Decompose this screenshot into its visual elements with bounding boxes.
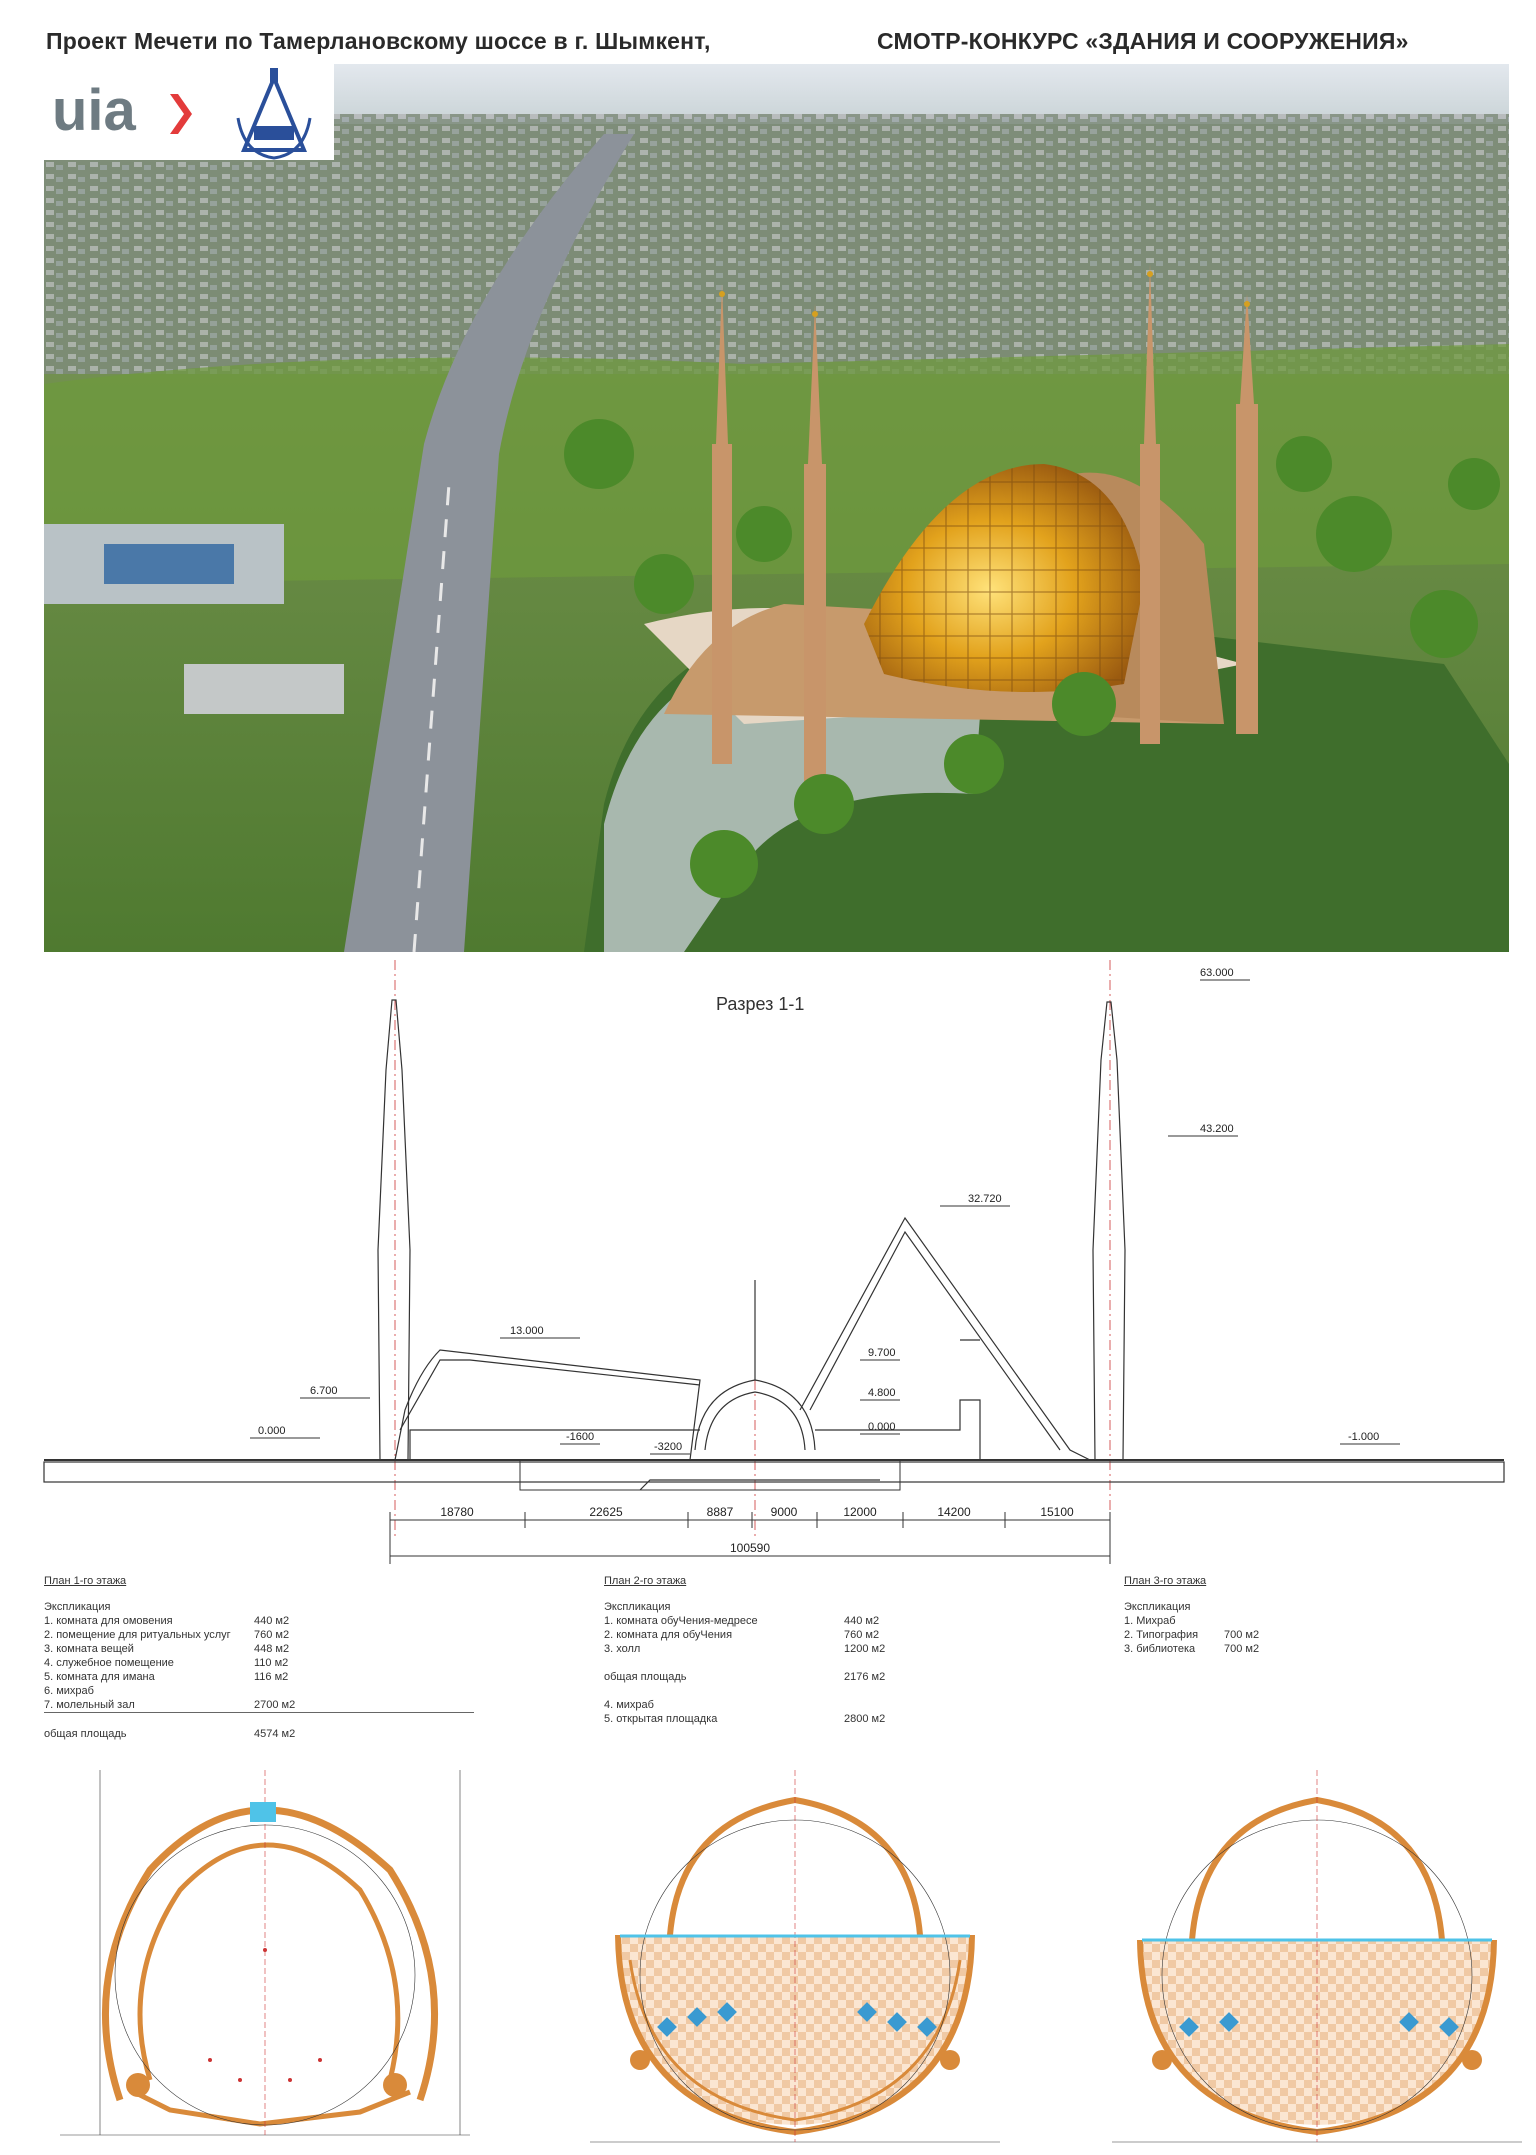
explication-floor2-title: План 2-го этажа xyxy=(604,1575,687,1587)
mihrab-marker xyxy=(250,1802,276,1822)
svg-text:0.000: 0.000 xyxy=(258,1425,286,1437)
section-svg xyxy=(0,960,1536,1580)
svg-text:32.720: 32.720 xyxy=(968,1193,1002,1205)
svg-text:6.700: 6.700 xyxy=(310,1385,338,1397)
explication-floor3: План 3-го этажа Экспликация 1. Михраб 2. Типография 700 м2 3. библиотека 700 м2 xyxy=(1124,1575,1260,1655)
dim-22625: 22625 xyxy=(589,1505,623,1519)
level-marker-1600 xyxy=(560,1431,600,1444)
level-marker-13000 xyxy=(500,1325,580,1338)
svg-text:-3200: -3200 xyxy=(654,1441,683,1453)
level-marker-9700 xyxy=(860,1347,900,1360)
level-marker-0000-mid xyxy=(860,1421,900,1434)
explication-floor2: План 2-го этажа Экспликация 1. комната обуЧения-медресе 440 м2 2. комната для обуЧения 760 м2 3. холл 1200 м2 общая площадь 2176 м2 4. михраб 5. открытая площадка 2800 м2 xyxy=(604,1575,886,1725)
level-marker-63000 xyxy=(1200,967,1250,980)
svg-text:-1600: -1600 xyxy=(566,1431,595,1443)
svg-text:0.000: 0.000 xyxy=(868,1421,896,1433)
floor-plan-2-svg xyxy=(590,1760,1010,2150)
level-marker-6700 xyxy=(300,1385,370,1398)
contest-title-line1: СМОТР-КОНКУРС «ЗДАНИЯ И СООРУЖЕНИЯ» xyxy=(877,28,1409,54)
chevron-right-icon xyxy=(170,94,192,134)
emblem-icon xyxy=(238,68,310,158)
dim-18780: 18780 xyxy=(440,1505,474,1519)
level-marker-4800 xyxy=(860,1387,900,1400)
svg-text:9.700: 9.700 xyxy=(868,1347,896,1359)
floor-plan-3-svg xyxy=(1112,1760,1532,2150)
project-title-line1: Проект Мечети по Тамерлановскому шоссе в г. Шымкент, xyxy=(46,28,711,54)
svg-text:-1.000: -1.000 xyxy=(1348,1431,1380,1443)
explication-floor1-heading: Экспликация xyxy=(44,1601,111,1613)
explication-floor2-heading: Экспликация xyxy=(604,1601,671,1613)
level-marker-32720 xyxy=(940,1193,1010,1206)
svg-text:13.000: 13.000 xyxy=(510,1325,544,1337)
render-svg xyxy=(44,64,1509,952)
floor-plan-1 xyxy=(60,1760,480,2150)
dim-total: 100590 xyxy=(729,1541,771,1555)
mosque-render-image xyxy=(44,64,1509,952)
level-marker-0000-left xyxy=(250,1425,320,1438)
dim-15100: 15100 xyxy=(1040,1505,1074,1519)
section-drawing xyxy=(0,960,1536,1580)
uia-logo xyxy=(44,64,334,160)
section-title: Разрез 1-1 xyxy=(716,994,805,1014)
floor-plan-2 xyxy=(590,1760,1010,2150)
dim-9000: 9000 xyxy=(770,1505,798,1519)
level-marker-3200 xyxy=(650,1441,690,1454)
explication-floor1: План 1-го этажа Экспликация 1. комната для омовения 440 м2 2. помещение для ритуальных услуг 760 м2 3. комната вещей 448 м2 4. служебное помещение 110 м2 5. комната для имана 116 м2 6. михраб 7. молельный зал 2700 м2 общая площадь 4574 м2 xyxy=(44,1574,474,1741)
logo-panel xyxy=(44,64,334,160)
level-marker-minus1000 xyxy=(1340,1431,1400,1444)
explication-floor3-heading: Экспликация xyxy=(1124,1601,1191,1613)
uia-logo-text: uia xyxy=(52,78,136,143)
svg-text:43.200: 43.200 xyxy=(1200,1123,1234,1135)
floor-plan-3 xyxy=(1112,1760,1532,2150)
dim-8887: 8887 xyxy=(706,1505,734,1519)
svg-text:4.800: 4.800 xyxy=(868,1387,896,1399)
floor-plan-1-svg xyxy=(60,1760,480,2150)
svg-text:63.000: 63.000 xyxy=(1200,967,1234,979)
dim-14200: 14200 xyxy=(937,1505,971,1519)
level-marker-43200 xyxy=(1168,1123,1238,1136)
dim-12000: 12000 xyxy=(843,1505,877,1519)
explication-floor1-title: План 1-го этажа xyxy=(44,1575,127,1587)
explication-floor3-title: План 3-го этажа xyxy=(1124,1575,1207,1587)
